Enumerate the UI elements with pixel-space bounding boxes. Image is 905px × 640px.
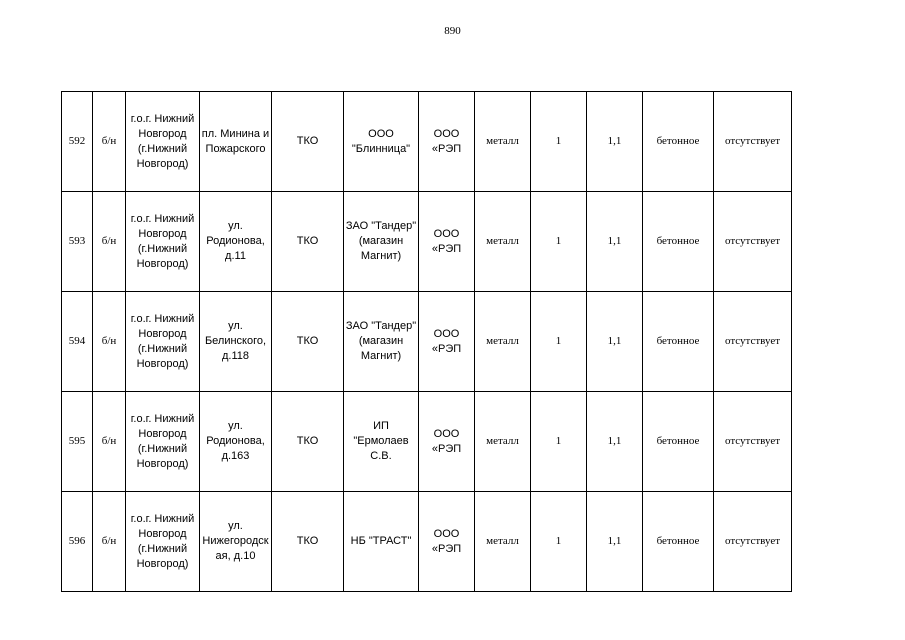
- cell-district: г.о.г. Нижний Новгород (г.Нижний Новгород): [126, 392, 200, 492]
- cell-number: 595: [62, 392, 93, 492]
- cell-count: 1: [531, 492, 587, 592]
- cell-fence: отсутствует: [714, 92, 792, 192]
- cell-district: г.о.г. Нижний Новгород (г.Нижний Новгород): [126, 192, 200, 292]
- cell-number: 592: [62, 92, 93, 192]
- cell-count: 1: [531, 192, 587, 292]
- cell-operator: ООО «РЭП: [419, 92, 475, 192]
- cell-volume: 1,1: [587, 292, 643, 392]
- cell-material: металл: [475, 492, 531, 592]
- cell-volume: 1,1: [587, 392, 643, 492]
- cell-operator: ООО «РЭП: [419, 192, 475, 292]
- cell-address: ул. Белинского, д.118: [200, 292, 272, 392]
- cell-surface: бетонное: [643, 92, 714, 192]
- cell-owner: ЗАО "Тандер" (магазин Магнит): [344, 292, 419, 392]
- cell-address: ул. Нижегородская, д.10: [200, 492, 272, 592]
- cell-volume: 1,1: [587, 92, 643, 192]
- cell-waste-type: ТКО: [272, 492, 344, 592]
- table-row: [62, 92, 792, 192]
- cell-owner: ЗАО "Тандер" (магазин Магнит): [344, 192, 419, 292]
- table-row: [62, 192, 792, 292]
- cell-surface: бетонное: [643, 492, 714, 592]
- cell-fence: отсутствует: [714, 392, 792, 492]
- cell-owner: ИП "Ермолаев С.В.: [344, 392, 419, 492]
- cell-district: г.о.г. Нижний Новгород (г.Нижний Новгород): [126, 492, 200, 592]
- cell-surface: бетонное: [643, 292, 714, 392]
- cell-owner: НБ "ТРАСТ": [344, 492, 419, 592]
- cell-count: 1: [531, 292, 587, 392]
- page-number: 890: [444, 25, 461, 37]
- cell-waste-type: ТКО: [272, 92, 344, 192]
- cell-address: ул. Родионова, д.163: [200, 392, 272, 492]
- cell-waste-type: ТКО: [272, 292, 344, 392]
- cell-operator: ООО «РЭП: [419, 492, 475, 592]
- cell-material: металл: [475, 92, 531, 192]
- cell-fence: отсутствует: [714, 292, 792, 392]
- cell-count: 1: [531, 392, 587, 492]
- cell-volume: 1,1: [587, 192, 643, 292]
- cell-district: г.о.г. Нижний Новгород (г.Нижний Новгород): [126, 292, 200, 392]
- table-row: [62, 392, 792, 492]
- cell-address: пл. Минина и Пожарского: [200, 92, 272, 192]
- table-row: [62, 292, 792, 392]
- cell-code: б/н: [93, 92, 126, 192]
- cell-district: г.о.г. Нижний Новгород (г.Нижний Новгород): [126, 92, 200, 192]
- table-row: [62, 492, 792, 592]
- cell-owner: ООО "Блинница": [344, 92, 419, 192]
- cell-number: 596: [62, 492, 93, 592]
- cell-code: б/н: [93, 292, 126, 392]
- cell-volume: 1,1: [587, 492, 643, 592]
- waste-site-table: [61, 91, 792, 592]
- cell-material: металл: [475, 192, 531, 292]
- cell-material: металл: [475, 392, 531, 492]
- cell-count: 1: [531, 92, 587, 192]
- cell-number: 593: [62, 192, 93, 292]
- cell-material: металл: [475, 292, 531, 392]
- cell-operator: ООО «РЭП: [419, 292, 475, 392]
- cell-code: б/н: [93, 492, 126, 592]
- cell-operator: ООО «РЭП: [419, 392, 475, 492]
- cell-waste-type: ТКО: [272, 392, 344, 492]
- cell-surface: бетонное: [643, 192, 714, 292]
- cell-fence: отсутствует: [714, 192, 792, 292]
- cell-waste-type: ТКО: [272, 192, 344, 292]
- cell-address: ул. Родионова, д.11: [200, 192, 272, 292]
- cell-code: б/н: [93, 192, 126, 292]
- cell-surface: бетонное: [643, 392, 714, 492]
- cell-code: б/н: [93, 392, 126, 492]
- cell-number: 594: [62, 292, 93, 392]
- cell-fence: отсутствует: [714, 492, 792, 592]
